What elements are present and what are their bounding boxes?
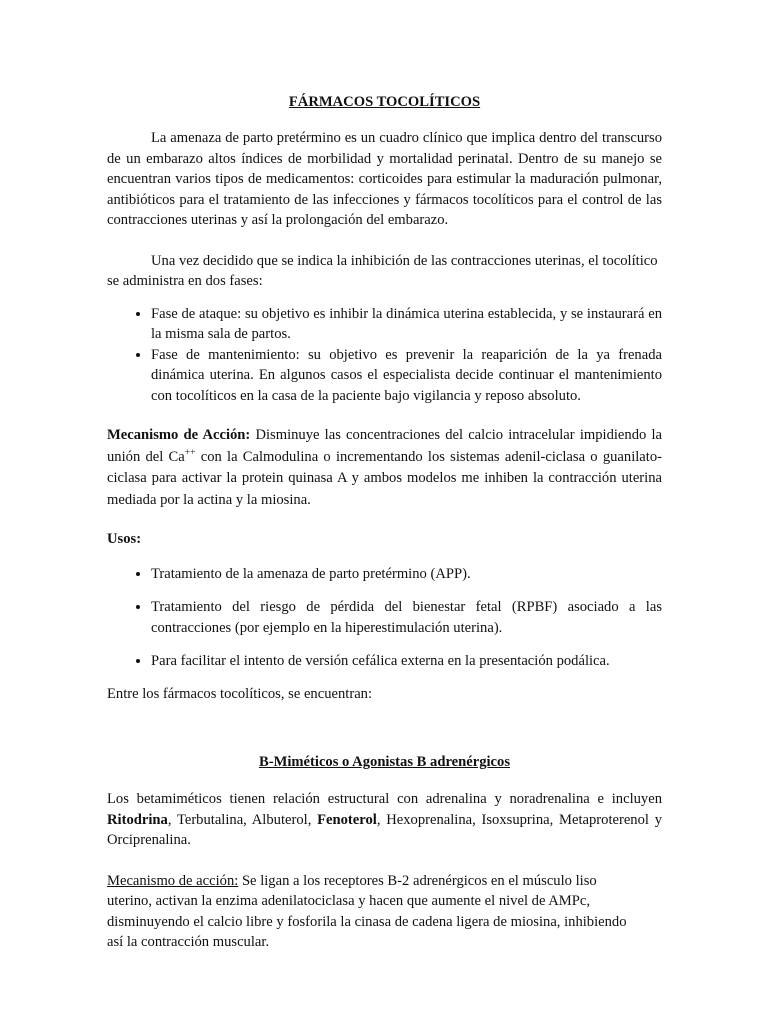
section-title: B-Miméticos o Agonistas B adrenérgicos <box>258 754 511 770</box>
mechanism-label: Mecanismo de acción: <box>107 872 239 889</box>
list-item: • Fase de ataque: su objetivo es inhibir la dinámica uterina establecida, y se instaurará en la misma sala de partos. <box>151 304 662 345</box>
betamimetics-mechanism-paragraph: Mecanismo de acción: Se ligan a los receptores B-2 adrenérgicos en el músculo liso uterino, activan la enzima adenilatociclasa y hacen que aumente el nivel de AMPc, disminuyendo el calcio libre y fosforila la cinasa de cadena ligera de miosina, inhibiendo así la contracción muscular. <box>107 872 627 950</box>
phases-list <box>107 304 662 407</box>
mechanism-label: Mecanismo de Acción: <box>107 427 251 443</box>
list-item: • Fase de mantenimiento: su objetivo es prevenir la reaparición de la ya frenada dinámica uterina. En algunos casos el especialista decide continuar el mantenimiento con tocolíticos en la casa de la paciente bajo vigilancia y reposo absoluto. <box>151 345 662 407</box>
mechanism-paragraph: Mecanismo de Acción: Disminuye las concentraciones del calcio intracelular impidiendo la unión del Ca++ con la Calmodulina o incrementando los sistemas adenil-ciclasa o guanilato-ciclasa para activar la protein quinasa A y ambos modelos me inhiben la contracción uterina mediada por la actina y la miosina. <box>107 427 662 508</box>
list-item: • Tratamiento del riesgo de pérdida del bienestar fetal (RPBF) asociado a las contracciones (por ejemplo en la hiperestimulación uterina). <box>151 597 662 638</box>
list-item: • Tratamiento de la amenaza de parto pretérmino (APP). <box>151 564 662 585</box>
uses-heading: Usos: <box>107 531 142 547</box>
drugs-intro-paragraph: Entre los fármacos tocolíticos, se encuentran: <box>107 685 373 702</box>
uses-list <box>107 564 662 672</box>
betamimetics-paragraph: Los betamiméticos tienen relación estructural con adrenalina y noradrenalina e incluyen Ritodrina, Terbutalina, Albuterol, Fenoterol, Hexoprenalina, Isoxsuprina, Metaproterenol y Orciprenalina. <box>107 791 663 848</box>
list-item: • Para facilitar el intento de versión cefálica externa en la presentación podálica. <box>151 651 662 672</box>
document-body <box>107 92 662 953</box>
phases-intro-paragraph: Una vez decidido que se indica la inhibición de las contracciones uterinas, el tocolítico se administra en dos fases: <box>107 252 658 289</box>
superscript: ++ <box>184 447 196 458</box>
intro-paragraph: La amenaza de parto pretérmino es un cuadro clínico que implica dentro del transcurso de un embarazo altos índices de morbilidad y mortalidad perinatal. Dentro de su manejo se encuentran varios tipos de medicamentos: corticoides para estimular la maduración pulmonar, antibióticos para el tratamiento de las infecciones y fármacos tocolíticos para el control de las contracciones uterinas y así la prolongación del embarazo. <box>107 130 662 228</box>
document-title: FÁRMACOS TOCOLÍTICOS <box>288 94 481 110</box>
